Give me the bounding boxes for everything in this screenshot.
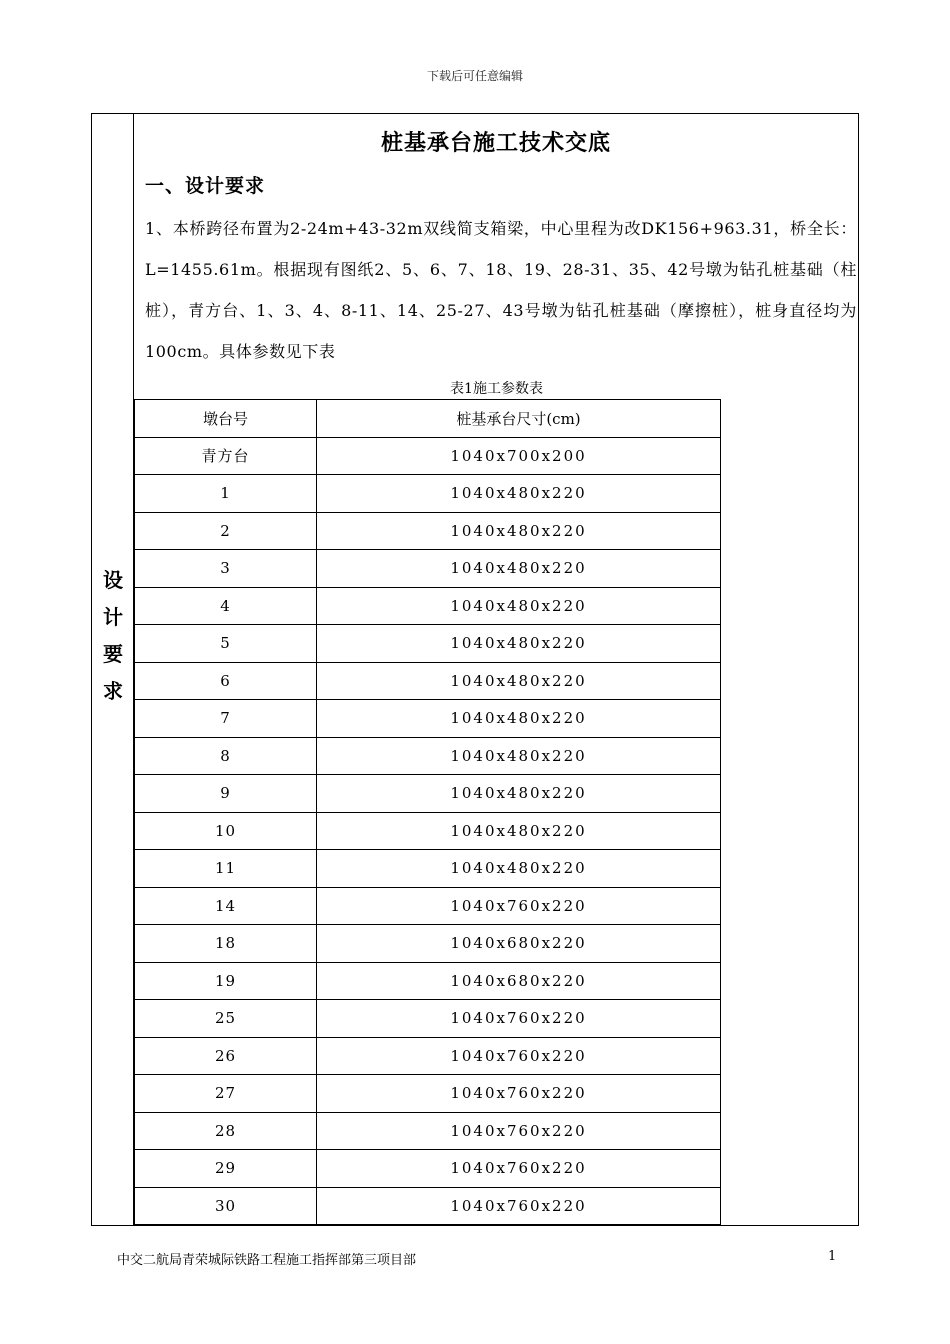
pier-number-cell: 6 xyxy=(135,662,317,700)
table-row xyxy=(135,775,721,813)
pier-number-cell: 19 xyxy=(135,962,317,1000)
pier-number-cell: 25 xyxy=(135,1000,317,1038)
design-paragraph: 1、本桥跨径布置为2-24m+43-32m双线简支箱梁，中心里程为改DK156+963.31，桥全长：L=1455.61m。根据现有图纸2、5、6、7、18、19、28-31、35、42号墩为钻孔桩基础（柱桩），青方台、1、3、4、8-11、14、25-27、43号墩为钻孔桩基础（摩擦桩），桩身直径均为100cm。具体参数见下表 xyxy=(145,219,857,361)
table-row xyxy=(135,1037,721,1075)
table-row xyxy=(135,437,721,475)
cap-size-cell: 1040x480x220 xyxy=(317,587,721,625)
cap-size-cell: 1040x480x220 xyxy=(317,850,721,888)
pier-number-cell: 5 xyxy=(135,625,317,663)
pier-number-cell: 1 xyxy=(135,475,317,513)
cap-size-cell: 1040x480x220 xyxy=(317,737,721,775)
pier-number-cell: 26 xyxy=(135,1037,317,1075)
table-header-pier: 墩台号 xyxy=(135,400,317,438)
pier-number-cell: 7 xyxy=(135,700,317,738)
cap-size-cell: 1040x480x220 xyxy=(317,812,721,850)
cap-size-cell: 1040x480x220 xyxy=(317,512,721,550)
cap-size-cell: 1040x700x200 xyxy=(317,437,721,475)
table-row xyxy=(135,887,721,925)
table-row xyxy=(135,850,721,888)
cap-size-cell: 1040x480x220 xyxy=(317,662,721,700)
cap-size-cell: 1040x760x220 xyxy=(317,1037,721,1075)
cap-size-cell: 1040x760x220 xyxy=(317,1112,721,1150)
table-body xyxy=(135,437,721,1225)
parameter-table xyxy=(134,399,721,1225)
document-frame xyxy=(91,113,859,1226)
pier-number-cell: 11 xyxy=(135,850,317,888)
table-row xyxy=(135,1000,721,1038)
pier-number-cell: 30 xyxy=(135,1187,317,1225)
table-row xyxy=(135,587,721,625)
footer-organization: 中交二航局青荣城际铁路工程施工指挥部第三项目部 xyxy=(117,1253,417,1268)
cap-size-cell: 1040x480x220 xyxy=(317,475,721,513)
pier-number-cell: 29 xyxy=(135,1150,317,1188)
cap-size-cell: 1040x480x220 xyxy=(317,775,721,813)
pier-number-cell: 3 xyxy=(135,550,317,588)
left-label-char: 要 xyxy=(103,642,123,666)
table-row xyxy=(135,1187,721,1225)
pier-number-cell: 8 xyxy=(135,737,317,775)
pier-number-cell: 14 xyxy=(135,887,317,925)
left-label xyxy=(92,562,134,710)
table-row xyxy=(135,737,721,775)
table-caption: 表1施工参数表 xyxy=(450,381,543,397)
pier-number-cell: 28 xyxy=(135,1112,317,1150)
table-row xyxy=(135,1112,721,1150)
pier-number-cell: 2 xyxy=(135,512,317,550)
left-label-column xyxy=(92,114,134,1225)
pier-number-cell: 27 xyxy=(135,1075,317,1113)
pier-number-cell: 18 xyxy=(135,925,317,963)
table-row xyxy=(135,1150,721,1188)
cap-size-cell: 1040x760x220 xyxy=(317,887,721,925)
left-label-char: 计 xyxy=(103,605,123,629)
cap-size-cell: 1040x680x220 xyxy=(317,962,721,1000)
table-row xyxy=(135,962,721,1000)
table-row xyxy=(135,812,721,850)
section-heading: 一、设计要求 xyxy=(145,175,266,197)
table-row xyxy=(135,550,721,588)
pier-number-cell: 9 xyxy=(135,775,317,813)
cap-size-cell: 1040x760x220 xyxy=(317,1075,721,1113)
cap-size-cell: 1040x760x220 xyxy=(317,1187,721,1225)
cap-size-cell: 1040x480x220 xyxy=(317,625,721,663)
table-row xyxy=(135,925,721,963)
page-number: 1 xyxy=(828,1249,837,1264)
document-title: 桩基承台施工技术交底 xyxy=(380,131,611,156)
left-label-char: 求 xyxy=(103,679,123,703)
left-label-char: 设 xyxy=(103,568,123,592)
table-header-row xyxy=(135,400,721,438)
content-area xyxy=(134,114,858,1225)
cap-size-cell: 1040x760x220 xyxy=(317,1150,721,1188)
pier-number-cell: 4 xyxy=(135,587,317,625)
cap-size-cell: 1040x480x220 xyxy=(317,700,721,738)
table-row xyxy=(135,475,721,513)
pier-number-cell: 10 xyxy=(135,812,317,850)
cap-size-cell: 1040x760x220 xyxy=(317,1000,721,1038)
header-note: 下载后可任意编辑 xyxy=(426,69,523,83)
pier-number-cell: 青方台 xyxy=(135,437,317,475)
cap-size-cell: 1040x480x220 xyxy=(317,550,721,588)
cap-size-cell: 1040x680x220 xyxy=(317,925,721,963)
table-row xyxy=(135,625,721,663)
table-row xyxy=(135,700,721,738)
table-row xyxy=(135,512,721,550)
table-row xyxy=(135,1075,721,1113)
table-row xyxy=(135,662,721,700)
table-header-size: 桩基承台尺寸(cm) xyxy=(317,400,721,438)
